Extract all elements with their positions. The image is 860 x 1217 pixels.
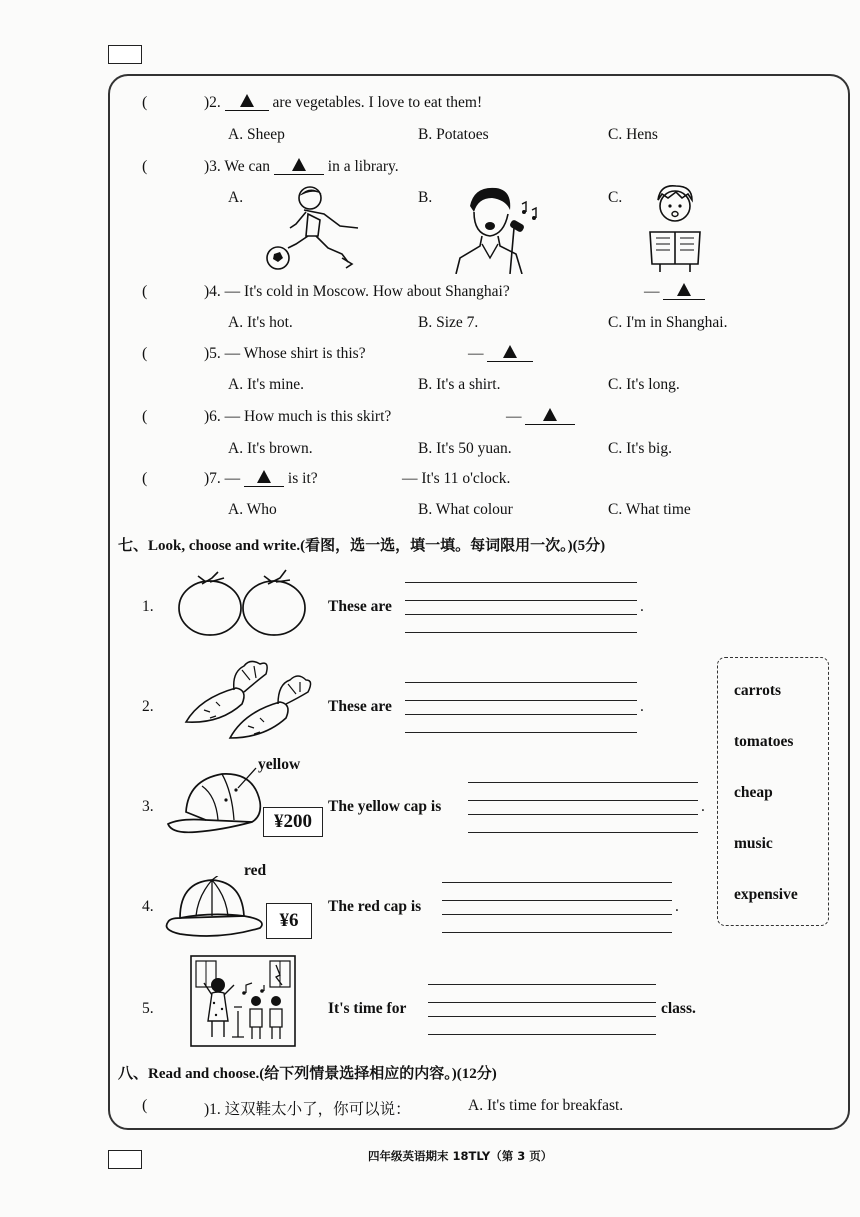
triangle-icon [503,345,517,358]
question-3: )3. We can in a library. [204,158,399,175]
option-a: A. It's brown. [228,440,313,457]
writing-line [405,732,637,733]
boy-reading-image [640,182,710,272]
answer-blank[interactable] [244,470,284,487]
section-8-heading: 八、Read and choose.(给下列情景选择相应的内容。)(12分) [118,1066,497,1082]
sentence-1: These are [328,598,392,615]
question-8-1: )1. 这双鞋太小了，你可以说： [204,1101,411,1118]
item-number: 4. [142,898,154,915]
writing-line [405,700,637,701]
triangle-icon [677,283,691,296]
writing-line [442,900,672,901]
item-number: 5. [142,1000,154,1017]
answer-line[interactable] [442,914,672,915]
score-box-top [108,45,142,64]
option-c: C. I'm in Shanghai. [608,314,728,331]
answer-paren: ( [142,345,148,362]
period: . [640,698,644,715]
option-c: C. Hens [608,126,658,143]
score-box-bottom [108,1150,142,1169]
reply-6: — [506,408,575,426]
sentence-end: class. [661,1000,696,1017]
writing-line [405,582,637,583]
option-b: B. It's a shirt. [418,376,501,393]
answer-line[interactable] [428,1016,656,1017]
reply-4: — [644,283,705,301]
word-option: tomatoes [734,733,794,750]
answer-line[interactable] [405,714,637,715]
question-6: )6. — How much is this skirt? [204,408,392,425]
question-7: )7. — is it? [204,470,318,487]
answer-line[interactable] [405,614,637,615]
writing-line [468,782,698,783]
answer-paren: ( [142,158,148,175]
answer-blank[interactable] [663,283,705,300]
answer-blank[interactable] [487,345,533,362]
writing-line [468,800,698,801]
question-5: )5. — Whose shirt is this? [204,345,366,362]
option-b: B. What colour [418,501,513,518]
writing-line [405,682,637,683]
option-a: A. It's time for breakfast. [468,1097,624,1114]
option-c: C. It's big. [608,440,672,457]
option-c: C. [608,189,623,206]
answer-blank[interactable] [274,158,324,175]
option-a: A. It's hot. [228,314,293,331]
answer-line[interactable] [468,814,698,815]
period: . [701,798,705,815]
writing-line [428,1002,656,1003]
item-number: 1. [142,598,154,615]
sentence-2: These are [328,698,392,715]
writing-line [442,882,672,883]
option-b: B. It's 50 yuan. [418,440,512,457]
answer-blank[interactable] [525,408,575,425]
triangle-icon [240,94,254,107]
option-b: B. Size 7. [418,314,479,331]
boy-playing-football-image [262,184,362,274]
option-c: C. What time [608,501,691,518]
price-tag: ¥6 [266,903,312,939]
sentence-4: The red cap is [328,898,422,915]
option-a: A. [228,189,244,206]
answer-blank[interactable] [225,94,269,111]
writing-line [442,932,672,933]
reply-7: — It's 11 o'clock. [402,470,511,487]
answer-paren: ( [142,283,148,300]
tomatoes-image [176,568,310,640]
writing-line [405,632,637,633]
option-b: B. Potatoes [418,126,489,143]
yellow-cap-image [166,766,266,838]
carrots-image [180,654,316,742]
writing-line [405,600,637,601]
word-box [717,657,829,926]
writing-line [428,1034,656,1035]
period: . [640,598,644,615]
answer-paren: ( [142,1097,148,1114]
page-footer: 四年级英语期末 18TLY（第 3 页） [368,1149,553,1163]
triangle-icon [292,158,306,171]
option-b: B. [418,189,433,206]
option-a: A. Who [228,501,277,518]
writing-line [428,984,656,985]
answer-paren: ( [142,94,148,111]
writing-line [468,832,698,833]
item-number: 3. [142,798,154,815]
cap-color-label: red [244,862,267,879]
word-option: music [734,835,773,852]
music-class-image [190,955,296,1047]
answer-paren: ( [142,408,148,425]
triangle-icon [543,408,557,421]
reply-5: — [468,345,533,363]
question-2: )2. are vegetables. I love to eat them! [204,94,483,111]
red-cap-image [160,876,270,942]
cap-color-label: yellow [258,756,301,773]
word-option: cheap [734,784,773,801]
item-number: 2. [142,698,154,715]
sentence-5: It's time for [328,1000,407,1017]
word-option: expensive [734,886,798,903]
period: . [675,898,679,915]
question-4: )4. — It's cold in Moscow. How about Shanghai? [204,283,510,300]
sentence-3: The yellow cap is [328,798,442,815]
answer-paren: ( [142,470,148,487]
word-option: carrots [734,682,782,699]
section-7-heading: 七、Look, choose and write.(看图，选一选，填一填。每词限用一次。)(5分) [118,538,606,554]
boy-singing-image [452,184,542,274]
triangle-icon [257,470,271,483]
price-tag: ¥200 [263,807,323,837]
option-c: C. It's long. [608,376,680,393]
option-a: A. It's mine. [228,376,304,393]
option-a: A. Sheep [228,126,285,143]
